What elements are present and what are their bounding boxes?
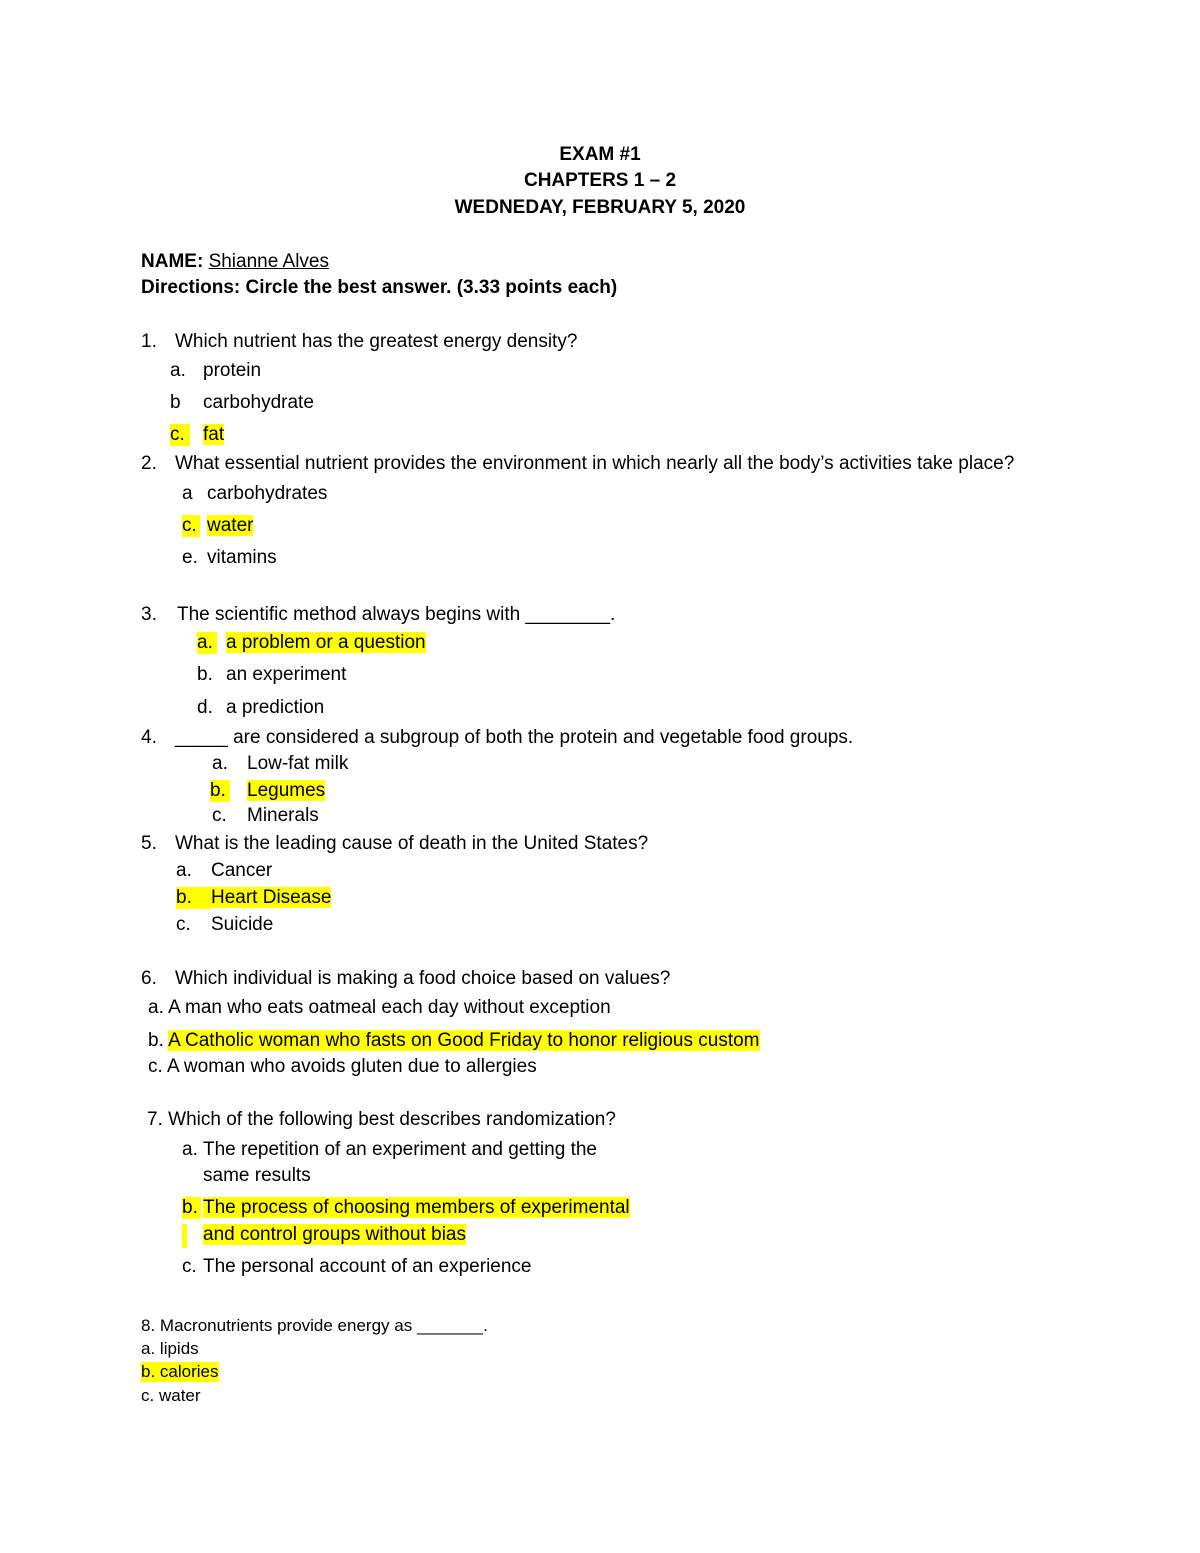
option-label: b — [170, 392, 181, 413]
option-text: A man who eats oatmeal each day without exception — [168, 997, 611, 1018]
option-label: a. — [212, 753, 228, 774]
question-number: 7. — [147, 1109, 163, 1130]
option-text: protein — [203, 360, 262, 381]
option-label: a. — [148, 997, 164, 1018]
answer-option — [170, 360, 261, 382]
question-text: Which individual is making a food choice based on values? — [175, 968, 671, 989]
option-label: a — [182, 483, 193, 504]
question-row — [147, 1109, 616, 1131]
answer-option — [197, 664, 346, 686]
option-label: b. — [197, 664, 213, 685]
option-label: a. — [176, 860, 192, 881]
directions: Directions: Circle the best answer. (3.33 points each) — [141, 277, 618, 298]
name-label: NAME: — [141, 251, 204, 272]
answer-option-selected — [176, 887, 331, 909]
exam-date: WEDNEDAY, FEBRUARY 5, 2020 — [454, 197, 746, 218]
option-text: A Catholic woman who fasts on Good Friday to honor religious custom — [168, 1030, 760, 1051]
option-text: water — [158, 1386, 201, 1405]
question-number: 1. — [141, 331, 157, 352]
option-label: c. — [141, 1386, 155, 1405]
answer-option — [182, 547, 277, 569]
option-text: carbohydrates — [207, 483, 328, 504]
answer-option — [148, 1056, 537, 1078]
answer-option — [212, 753, 348, 775]
option-text: Suicide — [211, 914, 274, 935]
answer-option-selected — [141, 1362, 219, 1382]
question-row — [141, 1316, 488, 1336]
question-text: Which nutrient has the greatest energy density? — [175, 331, 578, 352]
answer-option — [176, 860, 272, 882]
option-text: A woman who avoids gluten due to allergies — [167, 1056, 537, 1077]
question-text: Macronutrients provide energy as _______. — [159, 1316, 488, 1335]
question-number: 2. — [141, 453, 157, 474]
option-text-continued: and control groups without bias — [203, 1224, 466, 1245]
option-label: a. — [197, 632, 217, 654]
option-text: Legumes — [247, 780, 326, 801]
option-text: an experiment — [226, 664, 347, 685]
option-label: a. — [182, 1139, 198, 1160]
option-label: e. — [182, 547, 198, 568]
option-text: The personal account of an experience — [203, 1256, 532, 1277]
option-label: d. — [197, 697, 213, 718]
answer-option — [176, 914, 273, 936]
answer-option-selected — [170, 424, 224, 446]
answer-option — [141, 1386, 201, 1406]
question-number: 3. — [141, 604, 157, 625]
question-text: _____ are considered a subgroup of both the protein and vegetable food groups. — [175, 727, 854, 748]
option-text: water — [207, 515, 254, 536]
option-label: c. — [212, 805, 227, 826]
answer-option — [212, 805, 319, 827]
answer-option — [170, 392, 314, 414]
option-label: c. — [176, 914, 191, 935]
answer-option — [141, 1339, 199, 1359]
option-text: carbohydrate — [203, 392, 314, 413]
exam-chapters: CHAPTERS 1 – 2 — [523, 170, 677, 191]
answer-option-selected — [182, 1197, 630, 1219]
option-label: b. — [148, 1030, 164, 1051]
option-label: b. — [210, 780, 230, 802]
student-name: Shianne Alves — [208, 251, 329, 272]
answer-option — [148, 997, 611, 1019]
question-number: 4. — [141, 727, 157, 748]
option-label: c. — [170, 424, 190, 446]
question-text: What is the leading cause of death in the United States? — [175, 833, 649, 854]
option-text: Low-fat milk — [247, 753, 349, 774]
answer-option — [182, 1139, 597, 1161]
option-label: c. — [182, 1256, 197, 1277]
question-text: The scientific method always begins with ________. — [177, 604, 616, 625]
answer-option — [197, 697, 324, 719]
option-text: lipids — [159, 1339, 199, 1358]
option-label: b. — [176, 887, 211, 909]
option-text: The process of choosing members of experimental — [203, 1197, 630, 1218]
answer-option — [182, 483, 327, 505]
question-text: What essential nutrient provides the environment in which nearly all the body’s activities take place? — [175, 453, 1015, 474]
answer-option-selected — [197, 632, 426, 654]
highlight-marker — [182, 1224, 187, 1248]
option-text: vitamins — [207, 547, 277, 568]
question-number: 6. — [141, 968, 157, 989]
answer-option — [182, 1256, 532, 1278]
option-text: a prediction — [226, 697, 325, 718]
question-number: 5. — [141, 833, 157, 854]
option-text: fat — [203, 424, 225, 445]
option-label: b. — [141, 1362, 156, 1381]
option-label: c. — [148, 1056, 163, 1077]
answer-option-selected — [148, 1030, 760, 1052]
option-label: b. — [182, 1197, 201, 1219]
option-label: a. — [141, 1339, 156, 1358]
exam-title: EXAM #1 — [559, 144, 641, 165]
option-text: Cancer — [211, 860, 273, 881]
option-text: The repetition of an experiment and getting the — [203, 1139, 597, 1160]
option-text: Minerals — [247, 805, 319, 826]
question-text: Which of the following best describes randomization? — [168, 1109, 616, 1130]
option-text: a problem or a question — [226, 632, 426, 653]
answer-option-selected — [182, 515, 253, 537]
option-label: a. — [170, 360, 186, 381]
option-label: c. — [182, 515, 200, 537]
question-number: 8. — [141, 1316, 156, 1335]
option-text-continued: same results — [203, 1165, 311, 1186]
student-name-row — [141, 251, 329, 273]
answer-option-selected — [210, 780, 325, 802]
option-text: calories — [159, 1362, 219, 1381]
option-text: Heart Disease — [211, 887, 332, 908]
